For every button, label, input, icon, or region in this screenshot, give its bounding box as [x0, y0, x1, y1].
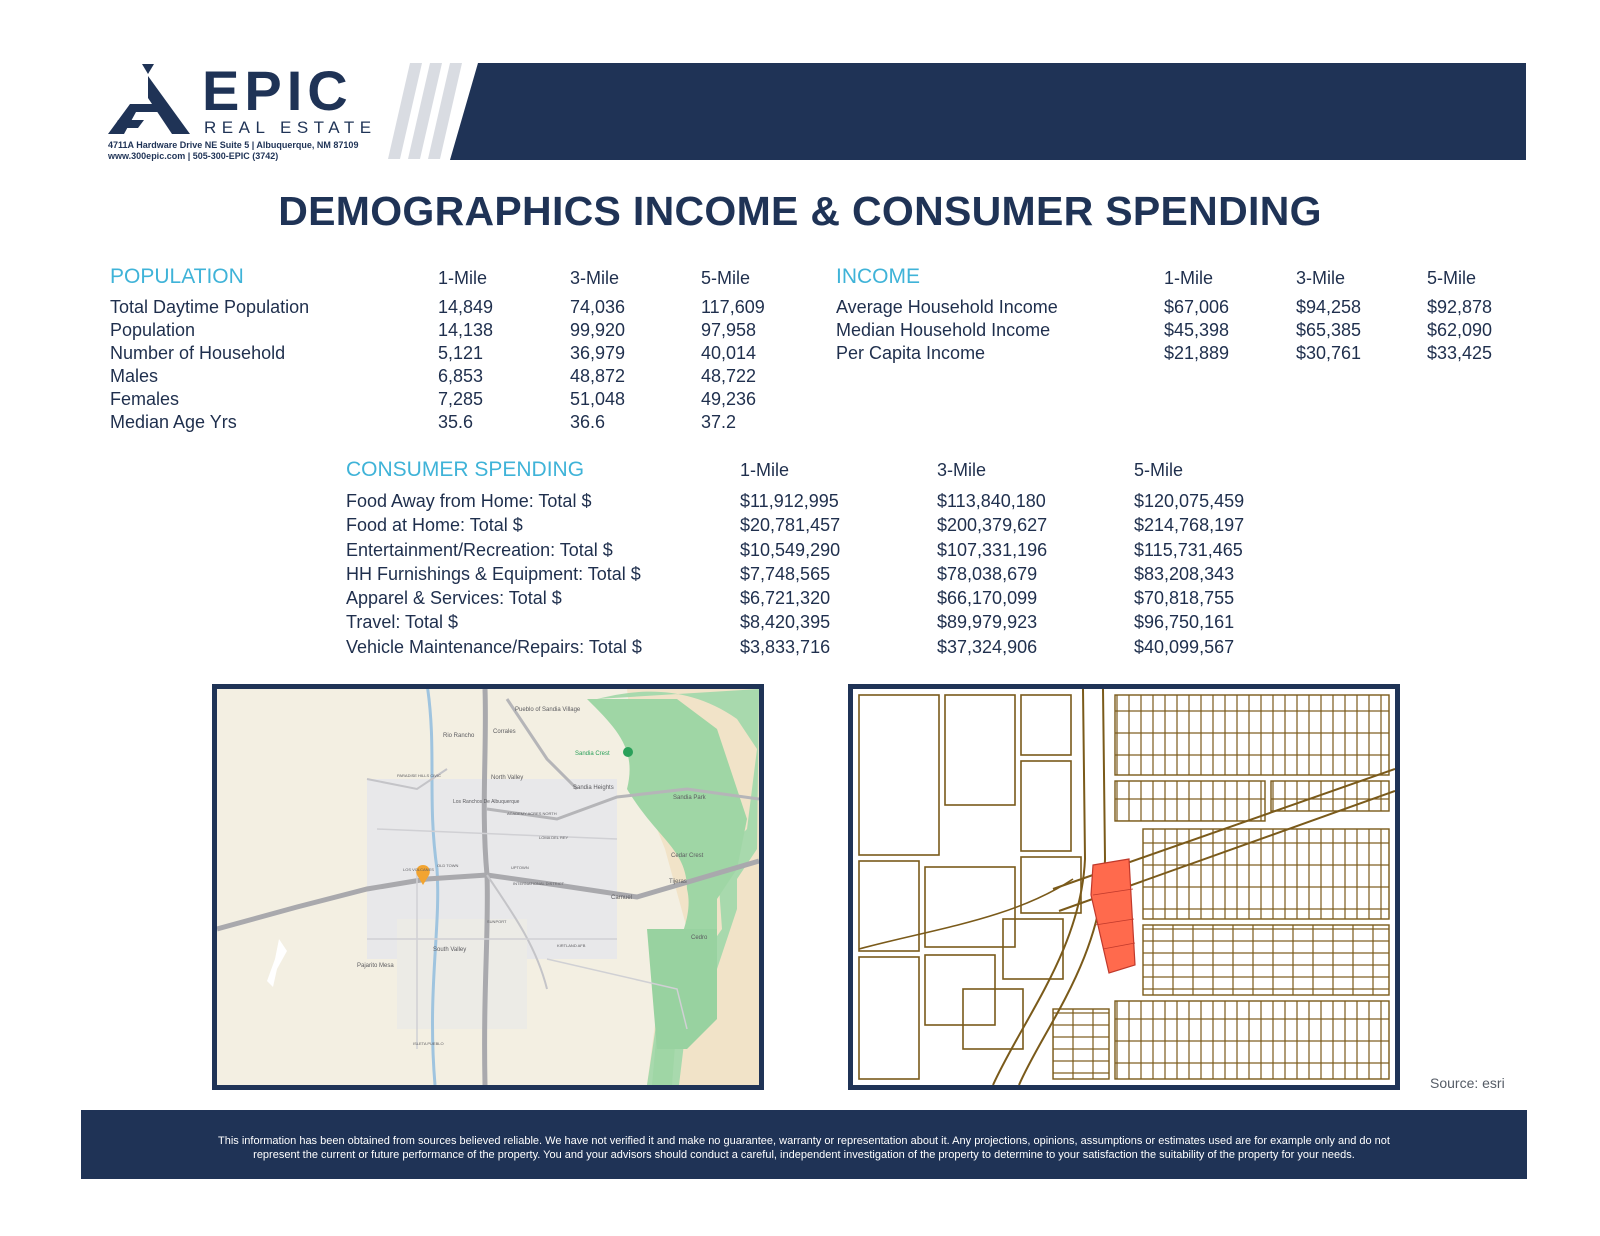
population-row-label: Median Age Yrs: [110, 412, 237, 432]
income-cell: $92,878: [1427, 297, 1493, 317]
population-cell: 97,958: [701, 320, 757, 340]
spending-cell: $78,038,679: [937, 563, 1038, 584]
income-values-3mile: [1296, 296, 1361, 365]
map-label: ACADEMY ACRES NORTH: [507, 811, 557, 816]
spending-row-label: Apparel & Services: Total $: [346, 588, 562, 609]
spending-cell: $120,075,459: [1134, 491, 1245, 511]
income-values-1mile: [1164, 296, 1229, 365]
disclaimer-text: This information has been obtained from sources believed reliable. We have not verified it and make no guarantee, warranty or representation about it. Any projections, opinions, assumptions or estimates used are for example only and do not represent the current or future performance of the property. You and your advisors should conduct a careful, independent investigation of the property to determine to your satisfaction the suitability of the property for your needs.: [218, 1135, 1390, 1161]
page-title: DEMOGRAPHICS INCOME & CONSUMER SPENDING: [278, 188, 1322, 234]
regional-map: [212, 684, 764, 1090]
map-label: ISLETA PUEBLO: [413, 1041, 444, 1046]
spending-cell: $20,781,457: [740, 515, 841, 536]
population-cell: 99,920: [570, 320, 626, 340]
population-cell: 6,853: [438, 366, 484, 386]
map-label: LOS VOLCANES: [403, 867, 434, 872]
population-labels: [110, 296, 309, 434]
spending-row-label: Vehicle Maintenance/Repairs: Total $: [346, 636, 642, 657]
brand-address: 4711A Hardware Drive NE Suite 5 | Albuquerque, NM 87109: [108, 140, 359, 150]
map-label: Cedro: [691, 935, 708, 941]
population-row-label: Population: [110, 320, 196, 340]
spending-cell: $37,324,906: [937, 636, 1038, 657]
spending-values-5mile: [1134, 489, 1244, 659]
map-label: North Valley: [491, 775, 524, 781]
brand-address-block: [108, 140, 358, 162]
map-label: Corrales: [493, 729, 516, 735]
map-label: Los Ranchos De Albuquerque: [453, 799, 520, 805]
spending-cell: $10,549,290: [740, 539, 841, 560]
income-title: INCOME: [836, 265, 920, 288]
spending-row-label: HH Furnishings & Equipment: Total $: [346, 563, 641, 584]
population-values-3mile: [570, 296, 625, 434]
population-cell: 36.6: [570, 412, 606, 432]
spending-title: CONSUMER SPENDING: [346, 458, 585, 481]
spending-row-label: Food at Home: Total $: [346, 515, 523, 536]
population-cell: 14,849: [438, 297, 494, 317]
map-label: Rio Rancho: [443, 733, 475, 739]
map-label: KIRTLAND AFB: [557, 943, 586, 948]
population-row-label: Females: [110, 389, 180, 409]
income-cell: $94,258: [1296, 297, 1362, 317]
epic-logo-icon: [108, 64, 190, 134]
population-values-1mile: [438, 296, 493, 434]
parcel-map-image: [853, 689, 1395, 1085]
population-row-label: Males: [110, 366, 159, 386]
population-cell: 74,036: [570, 297, 626, 317]
income-col-5mile: 5-Mile: [1427, 268, 1477, 288]
map-label: Sandia Crest: [575, 751, 610, 757]
map-label: UPTOWN: [511, 865, 529, 870]
population-col-5mile: 5-Mile: [701, 268, 751, 288]
spending-cell: $96,750,161: [1134, 612, 1235, 633]
income-cell: $67,006: [1164, 297, 1230, 317]
spending-cell: $6,721,320: [740, 588, 831, 609]
income-cell: $65,385: [1296, 320, 1362, 340]
map-label: SUNPORT: [487, 919, 507, 924]
spending-cell: $3,833,716: [740, 636, 831, 657]
spending-cell: $200,379,627: [937, 515, 1048, 536]
spending-cell: $89,979,923: [937, 612, 1038, 633]
population-cell: 51,048: [570, 389, 626, 409]
income-col-1mile: 1-Mile: [1164, 268, 1214, 288]
population-row-label: Number of Household: [110, 343, 286, 363]
spending-values-3mile: [937, 489, 1047, 659]
spending-cell: $113,840,180: [937, 491, 1046, 511]
spending-col-5mile: 5-Mile: [1134, 460, 1184, 480]
spending-cell: $115,731,465: [1134, 539, 1243, 560]
population-cell: 37.2: [701, 412, 737, 432]
spending-values-1mile: [740, 489, 840, 659]
map-label: Pajarito Mesa: [357, 963, 394, 969]
population-cell: 36,979: [570, 343, 626, 363]
brand-contact: www.300epic.com | 505-300-EPIC (3742): [108, 151, 279, 161]
map-label: Sandia Park: [673, 795, 706, 801]
parcel-map: [848, 684, 1400, 1090]
population-cell: 5,121: [438, 343, 484, 363]
spending-row-label: Food Away from Home: Total $: [346, 491, 592, 511]
spending-cell: $7,748,565: [740, 563, 831, 584]
income-col-3mile: 3-Mile: [1296, 268, 1346, 288]
spending-col-3mile: 3-Mile: [937, 460, 987, 480]
map-label: Cedar Crest: [671, 853, 704, 859]
income-row-label: Per Capita Income: [836, 343, 986, 363]
income-cell: $30,761: [1296, 343, 1362, 363]
income-row-label: Median Household Income: [836, 320, 1051, 340]
income-cell: $45,398: [1164, 320, 1230, 340]
income-values-5mile: [1427, 296, 1492, 365]
income-row-label: Average Household Income: [836, 297, 1058, 317]
population-col-3mile: 3-Mile: [570, 268, 620, 288]
brand-logo: [108, 59, 408, 164]
spending-row-label: Travel: Total $: [346, 612, 459, 633]
spending-cell: $107,331,196: [937, 539, 1048, 560]
population-cell: 35.6: [438, 412, 474, 432]
population-col-1mile: 1-Mile: [438, 268, 488, 288]
spending-cell: $70,818,755: [1134, 588, 1235, 609]
population-row-label: Total Daytime Population: [110, 297, 310, 317]
spending-cell: $11,912,995: [740, 491, 839, 511]
map-label: South Valley: [433, 947, 467, 953]
map-label: LOMA DEL REY: [539, 835, 569, 840]
map-label: Pueblo of Sandia Village: [515, 707, 581, 713]
spending-cell: $8,420,395: [740, 612, 831, 633]
population-title: POPULATION: [110, 265, 244, 288]
spending-cell: $66,170,099: [937, 588, 1038, 609]
map-label: INTERNATIONAL DISTRICT: [513, 881, 565, 886]
population-cell: 49,236: [701, 389, 757, 409]
spending-labels: [346, 489, 642, 659]
population-cell: 48,872: [570, 366, 626, 386]
map-label: Tijeras: [669, 879, 687, 885]
map-label: Carnuel: [611, 895, 633, 901]
population-cell: 48,722: [701, 366, 757, 386]
income-cell: $21,889: [1164, 343, 1230, 363]
income-labels: [836, 296, 1058, 365]
spending-col-1mile: 1-Mile: [740, 460, 790, 480]
disclaimer-footer: [81, 1110, 1527, 1179]
income-cell: $33,425: [1427, 343, 1493, 363]
regional-map-image: [217, 689, 759, 1085]
brand-name: EPIC: [202, 59, 353, 122]
header-banner: [450, 63, 1526, 160]
spending-cell: $214,768,197: [1134, 515, 1245, 536]
spending-cell: $83,208,343: [1134, 563, 1235, 584]
map-label: PARADISE HILLS CIVIC: [397, 773, 441, 778]
population-cell: 7,285: [438, 389, 484, 409]
population-cell: 14,138: [438, 320, 494, 340]
map-source: Source: esri: [1430, 1075, 1505, 1091]
map-label: Sandia Heights: [573, 785, 614, 791]
spending-row-label: Entertainment/Recreation: Total $: [346, 539, 613, 560]
map-label: OLD TOWN: [437, 863, 459, 868]
population-values-5mile: [701, 296, 765, 434]
income-cell: $62,090: [1427, 320, 1493, 340]
population-cell: 117,609: [701, 297, 765, 317]
brand-subtitle: REAL ESTATE: [204, 118, 377, 137]
population-cell: 40,014: [701, 343, 757, 363]
spending-cell: $40,099,567: [1134, 636, 1235, 657]
